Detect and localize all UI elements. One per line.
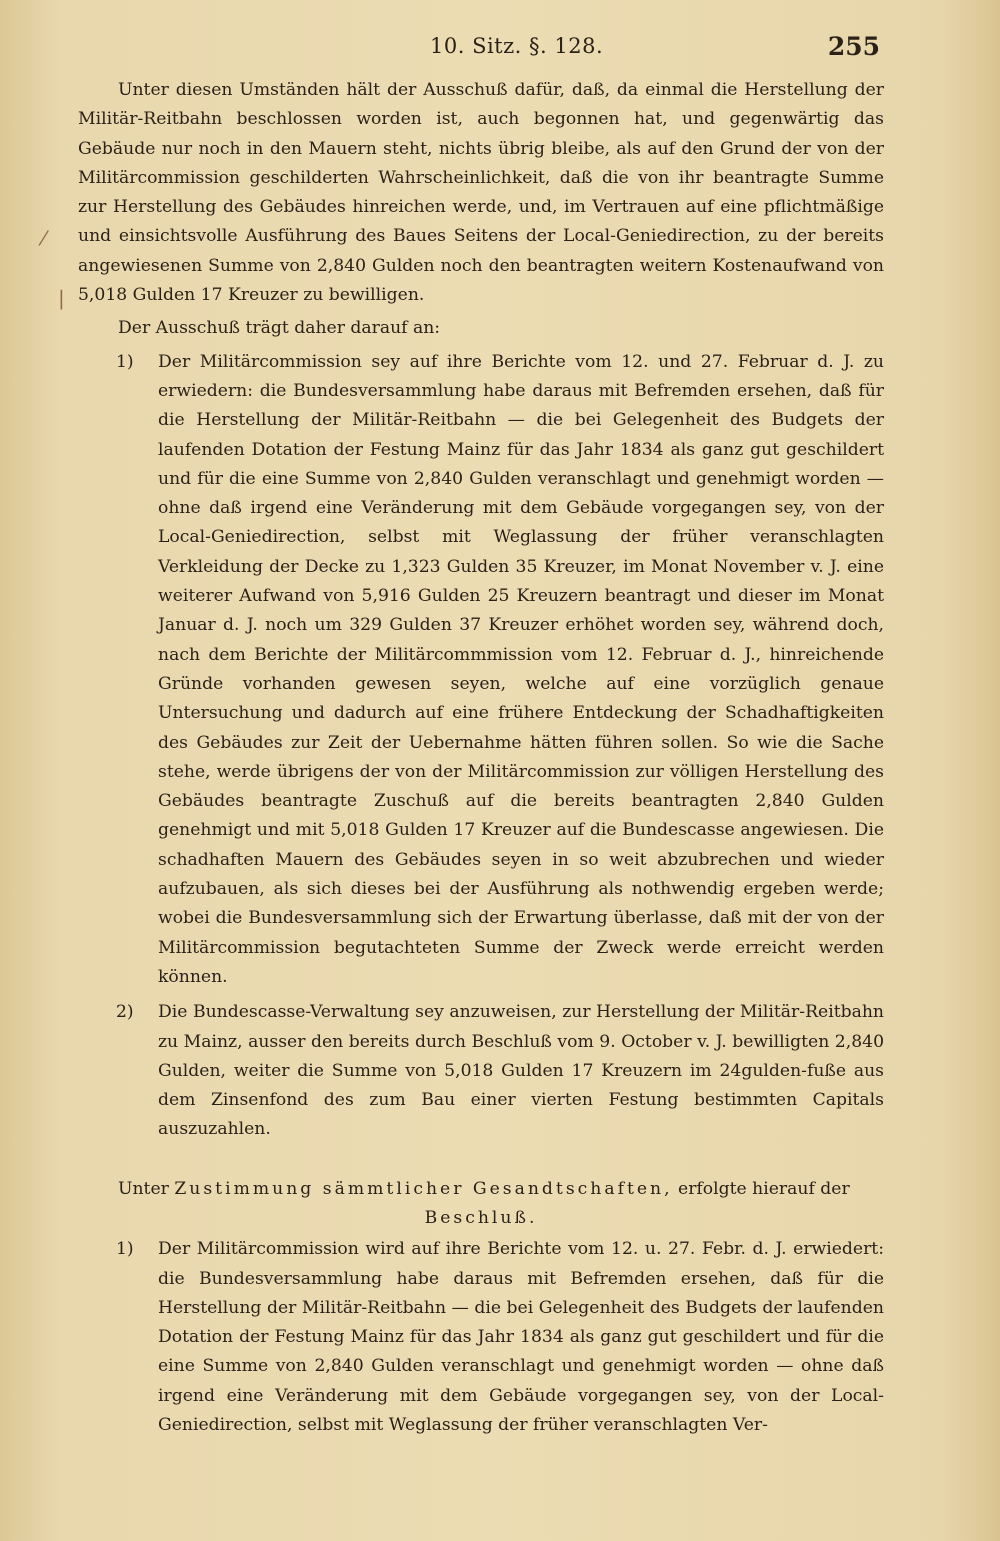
margin-mark: ⁄ (42, 226, 46, 250)
motion-item-1 (78, 348, 884, 993)
page-header (0, 32, 1000, 66)
resolution-intro (78, 1175, 884, 1204)
paragraph-considerations: Unter diesen Umständen hält der Ausschuß dafür, daß, da einmal die Herstellung der Militär-Reitbahn beschlossen worden ist, auch begonnen hat, und gegenwärtig das Gebäude nur noch in den Mauern steht, nichts übrig bleibe, als auf den Grund der von der Militärcommission geschilderten Wahrscheinlichkeit, daß die von ihr beantragte Summe zur Herstellung des Gebäudes hinreichen werde, und, im Vertrauen auf eine pflichtmäßige und einsichtsvolle Ausführung des Baues Seitens der Local-Geniedirection, zu der bereits angewiesenen Summe von 2,840 Gulden noch den beantragten weitern Kostenaufwand von 5,018 Gulden 17 Kreuzer zu bewilligen. (78, 80, 884, 306)
motion-item-2 (78, 998, 884, 1144)
paragraph-motion-intro: Der Ausschuß trägt daher darauf an: (118, 318, 441, 339)
section-heading: 10. Sitz. §. 128. (430, 34, 604, 58)
resolution-intro-before: Unter (118, 1178, 169, 1199)
motion-number: 1) (116, 351, 134, 372)
page-number: 255 (827, 32, 880, 61)
margin-mark: | (58, 286, 65, 310)
resolution-item-1 (78, 1235, 884, 1440)
motion-text: Die Bundescasse-Verwaltung sey anzuweisen, zur Herstellung der Militär-Reitbahn zu Mainz, ausser den bereits durch Beschluß vom 9. October v. J. bewilligten 2,840 Gulden, weiter die Summe von 5,018 Gulden 17 Kreuzern im 24gulden-fuße aus dem Zinsenfond des zum Bau einer vierten Festung bestimmten Capitals auszuzahlen. (158, 1002, 884, 1140)
body-text (78, 76, 884, 1440)
resolution-intro-after: erfolgte hierauf der (678, 1178, 850, 1199)
resolution-text: Der Militärcommission wird auf ihre Berichte vom 12. u. 27. Febr. d. J. erwiedert: die Bundesversammlung habe daraus mit Befremden ersehen, daß für die Herstellung der Militär-Reitbahn — die bei Gelegenheit des Budgets der laufenden Dotation der Festung Mainz für das Jahr 1834 als ganz gut geschildert und für die eine Summe von 2,840 Gulden veranschlagt und genehmigt worden — ohne daß irgend eine Veränderung mit dem Gebäude vorgegangen sey, von der Local-Geniedirection, selbst mit Weglassung der früher veranschlagten Ver- (158, 1239, 884, 1436)
motion-text: Der Militärcommission sey auf ihre Berichte vom 12. und 27. Februar d. J. zu erwiedern: die Bundesversammlung habe daraus mit Befremden ersehen, daß für die Herstellung der Militär-Reitbahn — die bei Gelegenheit des Budgets der laufenden Dotation der Festung Mainz für das Jahr 1834 als ganz gut geschildert und für die eine Summe von 2,840 Gulden veranschlagt und genehmigt worden — ohne daß irgend eine Veränderung mit dem Gebäude vorgegangen sey, von der Local-Geniedirection, selbst mit Weglassung der früher veranschlagten Verkleidung der Decke zu 1,323 Gulden 35 Kreuzer, im Monat November v. J. eine weiterer Aufwand von 5,916 Gulden 25 Kreuzern beantragt und dieser im Monat Januar d. J. noch um 329 Gulden 37 Kreuzer erhöhet worden sey, während doch, nach dem Berichte der Militärcommmission vom 12. Februar d. J., hinreichende Gründe vorhanden gewesen seyen, welche auf eine vorzüglich genaue Untersuchung und dadurch auf eine frühere Entdeckung der Schadhaftigkeiten des Gebäudes zur Zeit der Uebernahme hätten führen sollen. So wie die Sache stehe, werde übrigens der von der Militärcommission zur völligen Herstellung des Gebäudes beantragte Zuschuß auf die bereits beantragten 2,840 Gulden genehmigt und mit 5,018 Gulden 17 Kreuzer auf die Bundescasse angewiesen. Die schadhaften Mauern des Gebäudes seyen in so weit abzubrechen und wieder aufzubauen, als sich dieses bei der Ausführung als nothwendig ergeben werde; wobei die Bundesversammlung sich der Erwartung überlasse, daß mit der von der Militärcommission begutachteten Summe der Zweck werde erreicht werden können. (158, 351, 884, 987)
motion-number: 2) (116, 1002, 134, 1023)
resolution-title: Beschluß. (424, 1207, 538, 1228)
resolution-intro-spaced: Zustimmung sämmtlicher Gesandtschaften, (174, 1178, 673, 1199)
resolution-number: 1) (116, 1239, 134, 1260)
